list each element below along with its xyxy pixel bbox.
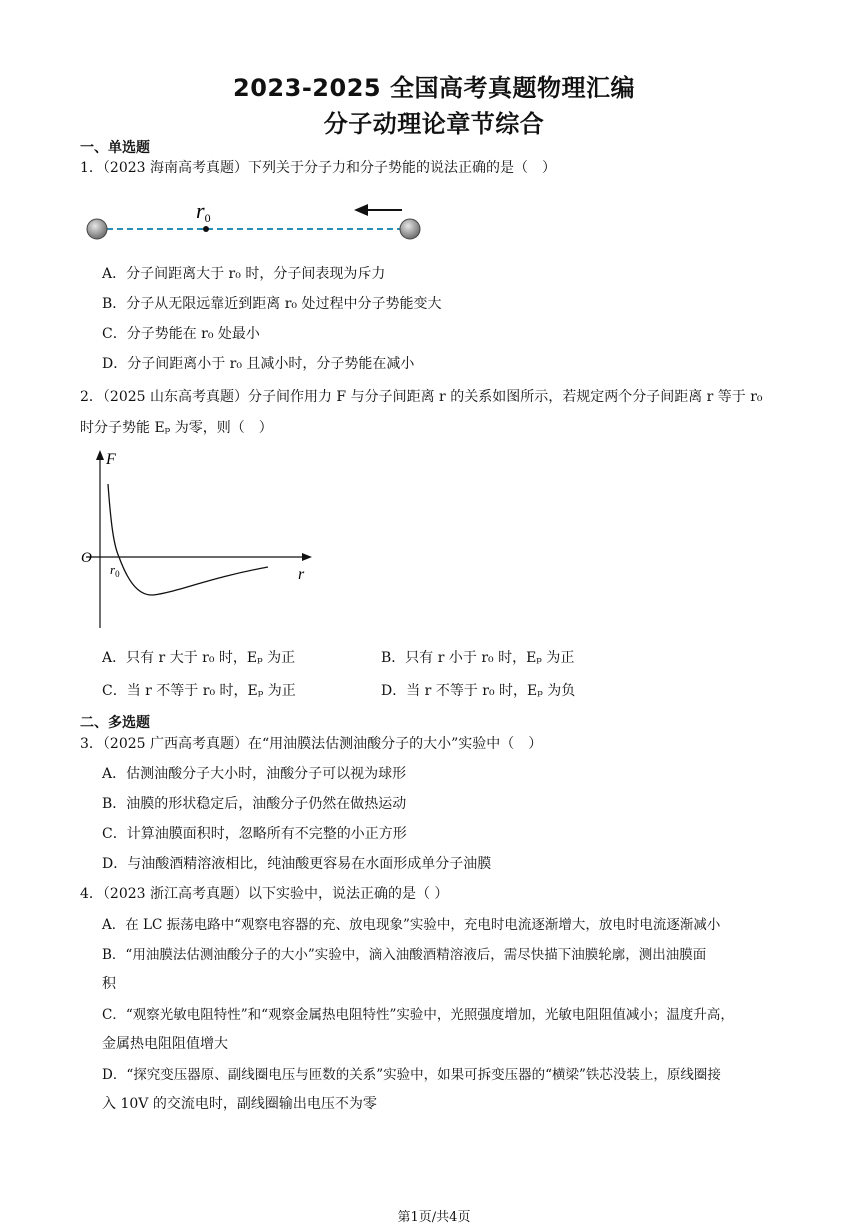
q2-option-b: B．只有 r 小于 r₀ 时，Eₚ 为正	[381, 650, 575, 666]
arrow-head-icon	[354, 204, 368, 216]
q2-force-graph	[78, 446, 318, 632]
y-axis-arrow-icon	[96, 450, 104, 460]
q3-option-d: D．与油酸酒精溶液相比，纯油酸更容易在水面形成单分子油膜	[102, 856, 492, 872]
q4-option-d-line2: 入 10V 的交流电时，副线圈输出电压不为零	[102, 1096, 377, 1112]
q4-option-b-line1: B．“用油膜法估测油酸分子的大小”实验中，滴入油酸酒精溶液后，需尽快描下油膜轮廓，测出油膜面	[102, 947, 707, 963]
r0-point	[203, 226, 209, 232]
q1-option-c: C．分子势能在 r₀ 处最小	[102, 326, 260, 342]
y-axis-label: F	[106, 451, 116, 468]
question-2-stem-line1: 2．（2025 山东高考真题）分子间作用力 F 与分子间距离 r 的关系如图所示，若规定两个分子间距离 r 等于 r₀	[80, 389, 763, 405]
q2-option-c: C．当 r 不等于 r₀ 时，Eₚ 为正	[102, 683, 296, 699]
q4-option-d-line1: D．“探究变压器原、副线圈电压与匝数的关系”实验中，如果可拆变压器的“横梁”铁芯没装上，原线圈接	[102, 1067, 721, 1083]
molecule-left	[87, 219, 107, 239]
force-curve	[108, 484, 268, 595]
q2-option-a: A．只有 r 大于 r₀ 时，Eₚ 为正	[102, 650, 296, 666]
q1-option-a: A．分子间距离大于 r₀ 时，分子间表现为斥力	[102, 266, 386, 282]
q4-option-c-line1: C．“观察光敏电阻特性”和“观察金属热电阻特性”实验中，光照强度增加，光敏电阻阻值减小；温度升高，	[102, 1007, 734, 1023]
page-subtitle: 分子动理论章节综合	[323, 110, 545, 138]
section-single-choice: 一、单选题	[80, 140, 150, 156]
section-multi-choice: 二、多选题	[80, 715, 150, 731]
question-1-stem: 1．（2023 海南高考真题）下列关于分子力和分子势能的说法正确的是（ ）	[80, 160, 556, 176]
q1-molecule-figure	[80, 190, 430, 245]
q1-option-d: D．分子间距离小于 r₀ 且减小时，分子势能在减小	[102, 356, 415, 372]
page-title: 2023-2025 全国高考真题物理汇编	[233, 74, 635, 102]
q3-option-a: A．估测油酸分子大小时，油酸分子可以视为球形	[102, 766, 407, 782]
question-4-stem: 4．（2023 浙江高考真题）以下实验中，说法正确的是（ ）	[80, 886, 449, 902]
origin-label: O	[81, 550, 92, 566]
question-2-stem-line2: 时分子势能 Eₚ 为零，则（ ）	[80, 420, 273, 436]
x-axis-arrow-icon	[302, 553, 312, 561]
r0-graph-label: $r_0$	[110, 562, 120, 579]
molecule-right	[400, 219, 420, 239]
x-axis-label: r	[298, 566, 305, 583]
q2-option-d: D．当 r 不等于 r₀ 时，Eₚ 为负	[381, 683, 576, 699]
q4-option-b-line2: 积	[102, 976, 116, 992]
q1-option-b: B．分子从无限远靠近到距离 r₀ 处过程中分子势能变大	[102, 296, 442, 312]
q3-option-c: C．计算油膜面积时，忽略所有不完整的小正方形	[102, 826, 407, 842]
page-footer: 第1页/共4页	[397, 1210, 471, 1225]
q4-option-a: A．在 LC 振荡电路中“观察电容器的充、放电现象”实验中，充电时电流逐渐增大，放电时电流逐渐减小	[102, 917, 721, 933]
r0-label: r0	[196, 198, 211, 225]
question-3-stem: 3．（2025 广西高考真题）在“用油膜法估测油酸分子的大小”实验中（ ）	[80, 736, 543, 752]
q4-option-c-line2: 金属热电阻阻值增大	[102, 1036, 228, 1052]
q3-option-b: B．油膜的形状稳定后，油酸分子仍然在做热运动	[102, 796, 407, 812]
